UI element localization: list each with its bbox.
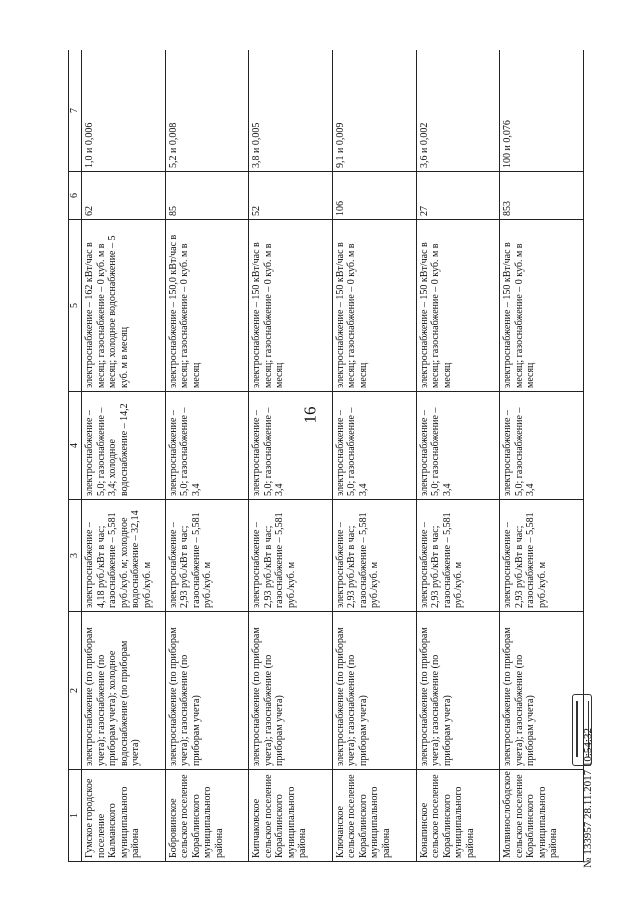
- services-cell: электроснабжение (по приборам учета); газоснабжение (по приборам учета); холодное водоснабжение (по приборам учета): [82, 612, 166, 770]
- services-cell: электроснабжение (по приборам учета); газоснабжение (по приборам учета): [500, 612, 584, 770]
- column-header: 4: [69, 392, 82, 500]
- index-cell: электроснабжение – 5,0; газоснабжение – 3,4: [249, 392, 333, 500]
- column-header: 7: [69, 50, 82, 172]
- count-cell: 106: [332, 172, 416, 220]
- table-row: [332, 50, 416, 862]
- count-cell: 853: [500, 172, 584, 220]
- tariff-cell: электроснабжение – 2,93 руб./кВт в час; газоснабжение – 5,581 руб./куб. м: [500, 500, 584, 612]
- count-cell: 85: [165, 172, 249, 220]
- services-cell: электроснабжение (по приборам учета); газоснабжение (по приборам учета): [165, 612, 249, 770]
- count-cell: 27: [416, 172, 500, 220]
- count-cell: 52: [249, 172, 333, 220]
- count-cell: 62: [82, 172, 166, 220]
- column-header: 3: [69, 500, 82, 612]
- share-cell: 5,2 и 0,008: [165, 50, 249, 172]
- document-stamp: № 133957 28.11.2017 10:54:32: [582, 728, 594, 868]
- settlement-cell: Кипчаковское сельское поселение Кораблинского муниципального района: [249, 770, 333, 862]
- settlement-cell: Конапинское сельское поселение Кораблинского муниципального района: [416, 770, 500, 862]
- index-cell: электроснабжение – 5,0; газоснабжение – 3,4: [500, 392, 584, 500]
- share-cell: 3,8 и 0,005: [249, 50, 333, 172]
- consumption-cell: электроснабжение – 150 кВт/час в месяц; газоснабжение – 0 куб. м в месяц: [416, 220, 500, 392]
- tariff-cell: электроснабжение – 2,93 руб./кВт в час; газоснабжение – 5,581 руб./куб. м: [416, 500, 500, 612]
- index-cell: электроснабжение – 5,0; газоснабжение – 3,4: [332, 392, 416, 500]
- tariff-cell: электроснабжение – 4,18 руб./кВт в час; газоснабжение – 5,581 руб./куб. м; холодное водоснабжение – 32,14 руб./куб. м: [82, 500, 166, 612]
- document-table: [68, 50, 584, 862]
- settlement-cell: Молвинослободское сельское поселение Кораблинского муниципального района: [500, 770, 584, 862]
- column-header: 5: [69, 220, 82, 392]
- index-cell: электроснабжение – 5,0; газоснабжение – 3,4: [165, 392, 249, 500]
- settlement-cell: Бобровинское сельское поселение Кораблинского муниципального района: [165, 770, 249, 862]
- index-cell: электроснабжение – 5,0; газоснабжение – 3,4: [416, 392, 500, 500]
- share-cell: 9,1 и 0,009: [332, 50, 416, 172]
- consumption-cell: электроснабжение – 162 кВт/час в месяц; газоснабжение – 0 куб. м в месяц; холодное водоснабжение – 5 куб. м в месяц: [82, 220, 166, 392]
- services-cell: электроснабжение (по приборам учета); газоснабжение (по приборам учета): [332, 612, 416, 770]
- table-header-row: [69, 50, 82, 862]
- share-cell: 3,6 и 0,002: [416, 50, 500, 172]
- column-header: 1: [69, 770, 82, 862]
- consumption-cell: электроснабжение – 150,0 кВт/час в месяц; газоснабжение – 0 куб. м в месяц: [165, 220, 249, 392]
- services-cell: электроснабжение (по приборам учета); газоснабжение (по приборам учета): [249, 612, 333, 770]
- tariff-cell: электроснабжение – 2,93 руб./кВт в час; газоснабжение – 5,581 руб./куб. м: [332, 500, 416, 612]
- table-row: [416, 50, 500, 862]
- index-cell: электроснабжение – 5,0; газоснабжение – 3,4; холодное водоснабжение – 14,2: [82, 392, 166, 500]
- consumption-cell: электроснабжение – 150 кВт/час в месяц; газоснабжение – 0 куб. м в месяц: [500, 220, 584, 392]
- table-row: [165, 50, 249, 862]
- page-number: 16: [300, 406, 320, 424]
- column-header: 2: [69, 612, 82, 770]
- table-row: [249, 50, 333, 862]
- services-cell: электроснабжение (по приборам учета); газоснабжение (по приборам учета): [416, 612, 500, 770]
- share-cell: 1,0 и 0,006: [82, 50, 166, 172]
- settlement-cell: Ключанское сельское поселение Кораблинского муниципального района: [332, 770, 416, 862]
- tariff-cell: электроснабжение – 2,93 руб./кВт в час; газоснабжение – 5,581 руб./куб. м: [165, 500, 249, 612]
- table-row: [82, 50, 166, 862]
- document-table-container: [68, 50, 584, 862]
- consumption-cell: электроснабжение – 150 кВт/час в месяц; газоснабжение – 0 куб. м в месяц: [249, 220, 333, 392]
- share-cell: 100 и 0,076: [500, 50, 584, 172]
- settlement-cell: Гумское городское поселение Калманского муниципального района: [82, 770, 166, 862]
- consumption-cell: электроснабжение – 150 кВт/час в месяц; газоснабжение – 0 куб. м в месяц: [332, 220, 416, 392]
- column-header: 6: [69, 172, 82, 220]
- tariff-cell: электроснабжение – 2,93 руб./кВт в час; газоснабжение – 5,581 руб./куб. м: [249, 500, 333, 612]
- table-row: [500, 50, 584, 862]
